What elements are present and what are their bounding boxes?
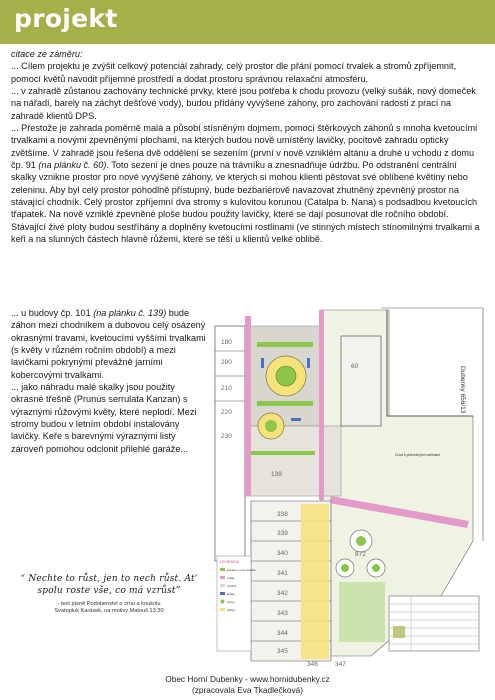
header-banner — [0, 0, 495, 44]
plan-number-340: 340 — [277, 550, 288, 557]
p4-plan-ref: (na plánku č. 139) — [93, 308, 167, 318]
column-paragraph-5: ... jako náhradu malé skalky jsou použity okrasné třešně (Prunus serrulata Kanzan) s výraznými růžovými květy, které neplodí. Mezi stromy budou v letním období instalovány lavičky. Keře s barevnými výraznými listy zároveň pomohou odclonit přilehlé garáže... — [11, 382, 197, 454]
intro-paragraph-3 — [11, 122, 481, 245]
page-footer — [0, 674, 495, 695]
legend-item-4: lavičky — [227, 593, 235, 596]
plan-number-60: 60 — [351, 363, 359, 370]
plan-title-block — [389, 596, 479, 651]
plan-number-872: 872 — [355, 551, 366, 558]
legend-title: LEGENDA — [220, 559, 240, 564]
p3-text-b: . Toto sezení je dnes pouze na trávníku a znesnadňuje údržbu. Po odstranění centrální skalky vznikne prostor pro nové vyvýšené záhony, ve kterých si mohou klienti pěstovat své oblíbené květiny nebo zeleninu. Aby byl celý prostor pohodlně přístupný, bude bezbariérově navazovat zhutněný zpevněný prostor na stávající chodník. Celý prostor zpříjemní dva stromy s kulovitou korunou (Catalpa b. Nana) s podsadbou kvetoucích třapatek. Na nově vzniklé zpevněné ploše budou použity lavičky, které se dají posunovat dle ročního období. Stávající živé ploty budou sestříhány a doplněny kvetoucími rostlinami (ve stinných místech stínomilnými trvalkami a keři a na slunných částech hlavně růžemi, které se těší u klientů velké oblibě. — [11, 160, 480, 245]
p3-text-a: ... Přestože je zahrada poměrně malá a působí stísněným dojmem, pomocí štěrkových záhonů s mnoha kvetoucími trvalkami a novými zpevněnými plochami, na kterých budou nově umístěny lavičky, pocitově zahradu opticky zvětšíme. V zahradě jsou řešena dvě oddělení se sezením (první v nově vzniklém altánu a druhé u vchodu z domu čp. 91 — [11, 123, 478, 171]
footer-line-2: (zpracovala Eva Tkadlečková) — [192, 684, 303, 695]
plan-number-200: 200 — [221, 359, 232, 366]
green-hedge-1 — [257, 342, 313, 347]
legend-item-1: stávající + nová výsadba — [227, 569, 256, 572]
pink-bed-vertical-2 — [319, 310, 324, 500]
plan-number-139: 139 — [271, 471, 282, 478]
page-title: projekt — [14, 4, 118, 33]
column-text — [11, 307, 208, 455]
legend-item-3: chodník — [227, 585, 237, 588]
plan-number-341: 341 — [277, 570, 288, 577]
p3-plan-ref: (na plánku č. 60) — [38, 160, 107, 171]
green-area-lower — [339, 582, 385, 642]
song-quote: “ Nechte to růst, jen to nech růst. At' spolu roste vše, co má vzrůst” — [20, 574, 198, 596]
building-60 — [341, 336, 381, 426]
quote-source-line-2: Svatopluk Karásek, na motivy Matouš 13:30 — [54, 608, 164, 614]
intro-text — [11, 48, 481, 246]
pink-bed-vertical — [245, 316, 251, 496]
plan-number-230: 230 — [221, 433, 232, 440]
paving-middle — [245, 426, 341, 496]
column-paragraph-4 — [11, 307, 208, 381]
legend-item-6: záhony — [227, 609, 236, 612]
plan-number-345: 345 — [277, 648, 288, 655]
garden-plan — [211, 306, 485, 674]
footer-line-1: Obec Horní Dubenky - www.hornidubenky.cz — [165, 674, 330, 684]
plan-number-347: 347 — [335, 661, 346, 668]
quote-source-line-1: - text písně Podobenství o zrnu a koukolu — [57, 601, 161, 607]
plan-number-343: 343 — [277, 610, 288, 617]
street-label: Dubenky 656/13 — [459, 366, 466, 414]
green-hedge-2 — [257, 401, 313, 406]
plan-number-344: 344 — [277, 630, 288, 637]
plan-number-220: 220 — [221, 409, 232, 416]
p4-text-a: ... u budovy čp. 101 — [11, 308, 94, 318]
legend-item-2: trvalky — [227, 577, 235, 580]
intro-paragraph-1: ... Cílem projektu je zvýšit celkový potenciál zahrady, celý prostor dle přání pomocí trvalek a stromů zpříjemnit, pomocí květů navodit příjemné prostředí a dodat prostoru správnou relaxační atmosféru. — [11, 61, 457, 84]
green-hedge-3 — [251, 451, 315, 455]
intro-heading: citace ze záměru: — [11, 49, 83, 59]
stairs-label: Chod s jedinečnými rostlinami — [395, 453, 441, 457]
plan-number-342: 342 — [277, 590, 288, 597]
bench-3 — [291, 418, 301, 421]
intro-paragraph-2: ... v zahradě zůstanou zachovány technické prvky, které jsou potřeba k chodu provozu (velký sušák, nový domeček na nářadí, barely na záchyt dešťové vody), budou přidány vyvýšené záhony, pro zachování radosti z prací na zahradě klientů DPS. — [11, 86, 476, 121]
plan-number-210: 210 — [221, 385, 232, 392]
legend-item-5: stromy — [227, 601, 235, 604]
p4-text-b: bude záhon mezi chodníkem a dubovou celý osázený okrasnými travami, kvetoucími vyššími trvalkami (s květy v různém ročním období) a mezi lavičkami pokrynými převážně jarními kobercovými trvalkami. — [11, 308, 206, 380]
bench-2 — [307, 358, 310, 368]
plan-number-180: 180 — [221, 339, 232, 346]
bench-1 — [261, 358, 264, 368]
plan-number-339: 339 — [277, 530, 288, 537]
quote-source — [14, 601, 204, 615]
plan-number-338: 338 — [277, 511, 288, 518]
plan-number-346: 346 — [307, 661, 318, 668]
yellow-bed-long — [301, 504, 329, 659]
